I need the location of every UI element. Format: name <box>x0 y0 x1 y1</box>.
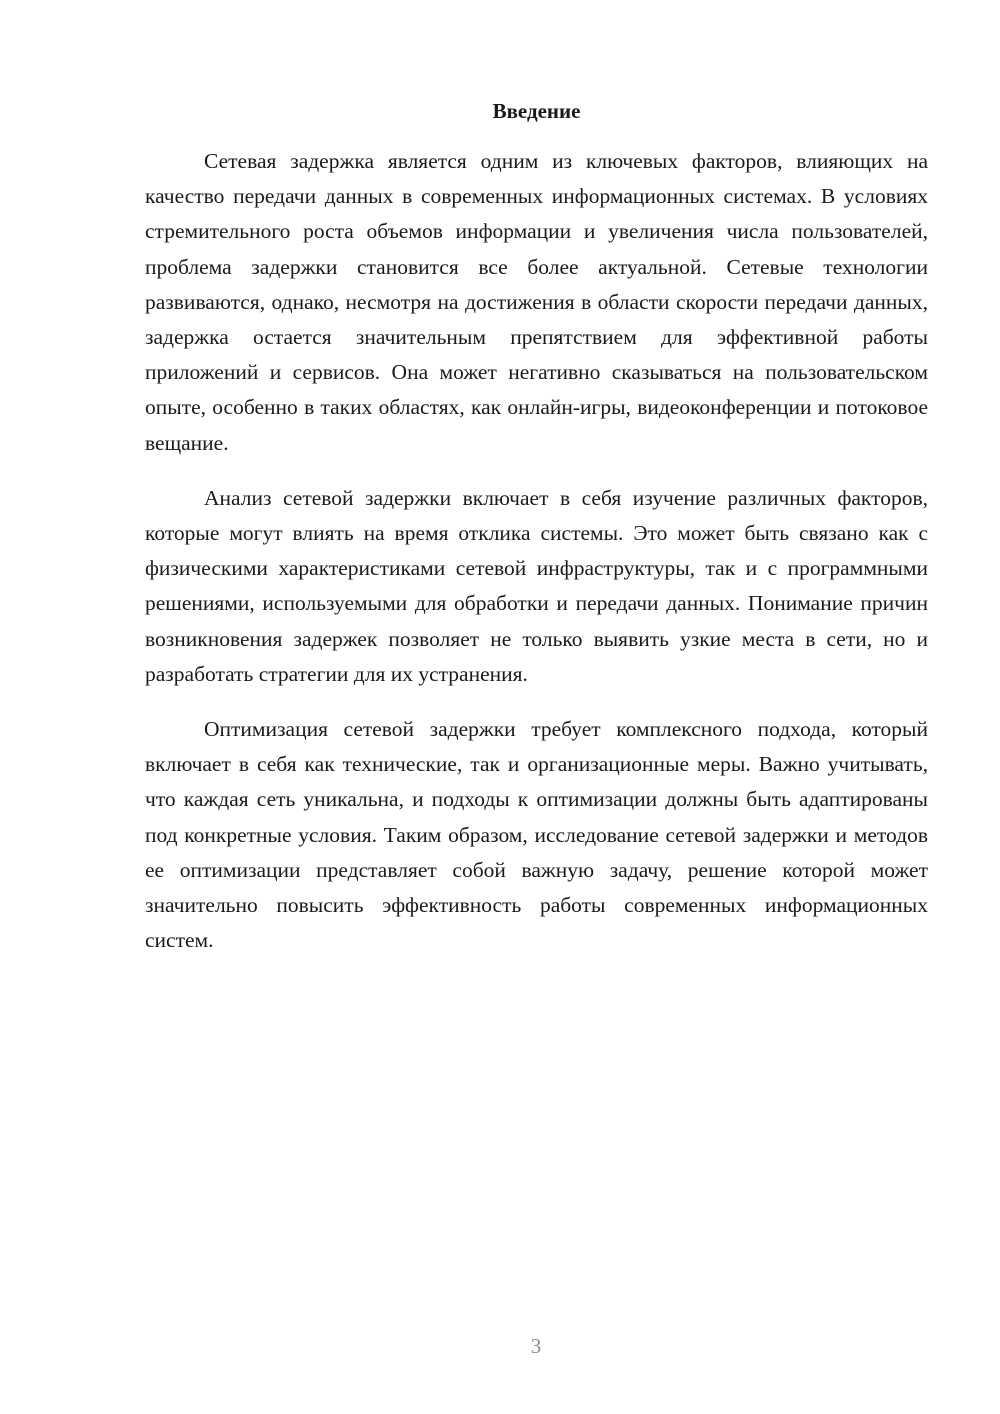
section-heading: Введение <box>492 99 581 123</box>
paragraph-3: Оптимизация сетевой задержки требует комплексного подхода, который включает в себя как технические, так и организационные меры. Важно учитывать, что каждая сеть уникальна, и подходы к оптимизации должны быть адаптированы под конкретные условия. Таким образом, исследование сетевой задержки и методов ее оптимизации представляет собой важную задачу, решение которой может значительно повысить эффективность работы современных информационных систем. <box>145 717 928 953</box>
body-text <box>145 144 928 978</box>
page-number: 3 <box>530 1334 542 1358</box>
paragraph-2: Анализ сетевой задержки включает в себя изучение различных факторов, которые могут влиять на время отклика системы. Это может быть связано как с физическими характеристиками сетевой инфраструктуры, так и с программными решениями, используемыми для обработки и передачи данных. Понимание причин возникновения задержек позволяет не только выявить узкие места в сети, но и разработать стратегии для их устранения. <box>145 485 928 686</box>
paragraph-1: Сетевая задержка является одним из ключевых факторов, влияющих на качество передачи данных в современных информационных системах. В условиях стремительного роста объемов информации и увеличения числа пользователей, проблема задержки становится все более актуальной. Сетевые технологии развиваются, однако, несмотря на достижения в области скорости передачи данных, задержка остается значительным препятствием для эффективной работы приложений и сервисов. Она может негативно сказываться на пользовательском опыте, особенно в таких областях, как онлайн-игры, видеоконференции и потоковое вещание. <box>145 149 928 455</box>
